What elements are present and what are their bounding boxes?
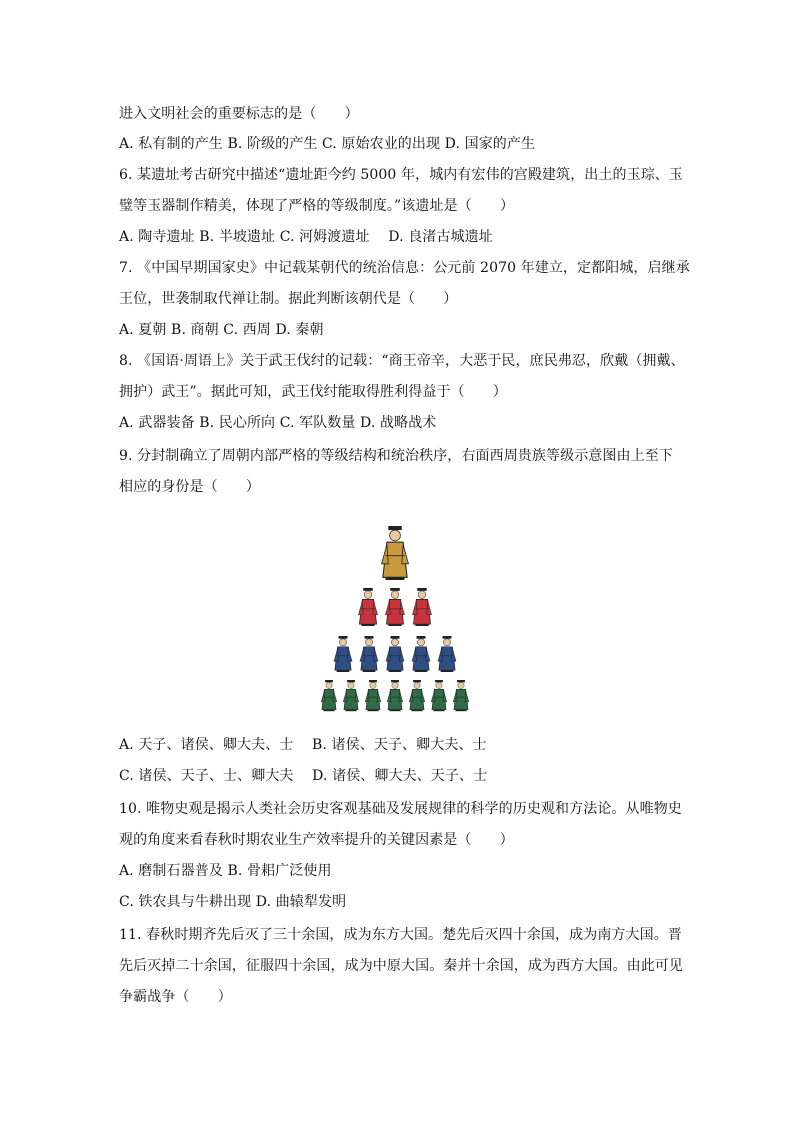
question-6-options: A. 陶寺遗址 B. 半坡遗址 C. 河姆渡遗址 D. 良渚古城遗址 bbox=[119, 229, 493, 245]
zhou-hierarchy-figure bbox=[310, 520, 480, 715]
question-10-stem-line-1: 10. 唯物史观是揭示人类社会历史客观基础及发展规律的科学的历史观和方法论。从唯物史 bbox=[119, 801, 682, 817]
question-10-options-row-1: A. 磨制石器普及 B. 骨耜广泛使用 bbox=[119, 863, 332, 879]
question-11-stem-line-1: 11. 春秋时期齐先后灭了三十余国，成为东方大国。楚先后灭四十余国，成为南方大国。晋 bbox=[119, 927, 682, 943]
question-10-options-row-2: C. 铁农具与牛耕出现 D. 曲辕犁发明 bbox=[119, 894, 347, 910]
minister-figure-2 bbox=[360, 636, 378, 672]
question-9-options-row-2: C. 诸侯、天子、士、卿大夫 D. 诸侯、卿大夫、天子、士 bbox=[119, 768, 488, 784]
minister-figure-1 bbox=[334, 636, 352, 672]
scholar-figure-2 bbox=[343, 680, 359, 711]
question-11-stem-line-3: 争霸战争（ ） bbox=[119, 989, 232, 1005]
king-figure-1 bbox=[382, 526, 409, 580]
question-9-stem-line-1: 9. 分封制确立了周朝内部严格的等级结构和统治秩序，右面西周贵族等级示意图由上至下 bbox=[119, 448, 673, 464]
lord-figure-2 bbox=[386, 588, 405, 626]
question-9-options-row-1: A. 天子、诸侯、卿大夫、士 B. 诸侯、天子、卿大夫、士 bbox=[119, 737, 487, 753]
question-7-options: A. 夏朝 B. 商朝 C. 西周 D. 秦朝 bbox=[119, 322, 324, 338]
question-7-stem-line-2: 王位，世袭制取代禅让制。据此判断该朝代是（ ） bbox=[119, 291, 458, 307]
question-7-stem-line-1: 7. 《中国早期国家史》中记载某朝代的统治信息：公元前 2070 年建立，定都阳城，启继承 bbox=[119, 260, 690, 276]
question-8-stem-line-1: 8. 《国语·周语上》关于武王伐纣的记载：“商王帝辛，大恶于民，庶民弗忍，欣戴（拥戴、 bbox=[119, 353, 685, 369]
minister-figure-5 bbox=[438, 636, 456, 672]
question-6-stem-line-1: 6. 某遗址考古研究中描述“遗址距今约 5000 年，城内有宏伟的宫殿建筑，出土的玉琮、玉 bbox=[119, 167, 683, 183]
scholar-figure-7 bbox=[453, 680, 469, 711]
scholar-figure-4 bbox=[387, 680, 403, 711]
question-11-stem-line-2: 先后灭掉二十余国，征服四十余国，成为中原大国。秦并十余国，成为西方大国。由此可见 bbox=[119, 958, 683, 974]
lord-figure-3 bbox=[413, 588, 432, 626]
question-10-stem-line-2: 观的角度来看春秋时期农业生产效率提升的关键因素是（ ） bbox=[119, 832, 514, 848]
question-8-options: A. 武器装备 B. 民心所向 C. 军队数量 D. 战略战术 bbox=[119, 415, 437, 431]
question-5-options: A. 私有制的产生 B. 阶级的产生 C. 原始农业的出现 D. 国家的产生 bbox=[119, 136, 536, 152]
scholar-figure-5 bbox=[409, 680, 425, 711]
question-9-stem-line-2: 相应的身份是（ ） bbox=[119, 479, 260, 495]
scholar-figure-3 bbox=[365, 680, 381, 711]
lord-figure-1 bbox=[359, 588, 378, 626]
minister-figure-3 bbox=[386, 636, 404, 672]
question-6-stem-line-2: 璧等玉器制作精美，体现了严格的等级制度。”该遗址是（ ） bbox=[119, 198, 515, 214]
scholar-figure-6 bbox=[431, 680, 447, 711]
question-5-stem-end: 进入文明社会的重要标志的是（ ） bbox=[119, 106, 359, 122]
minister-figure-4 bbox=[412, 636, 430, 672]
question-8-stem-line-2: 拥护）武王”。据此可知，武王伐纣能取得胜利得益于（ ） bbox=[119, 384, 507, 400]
scholar-figure-1 bbox=[321, 680, 337, 711]
